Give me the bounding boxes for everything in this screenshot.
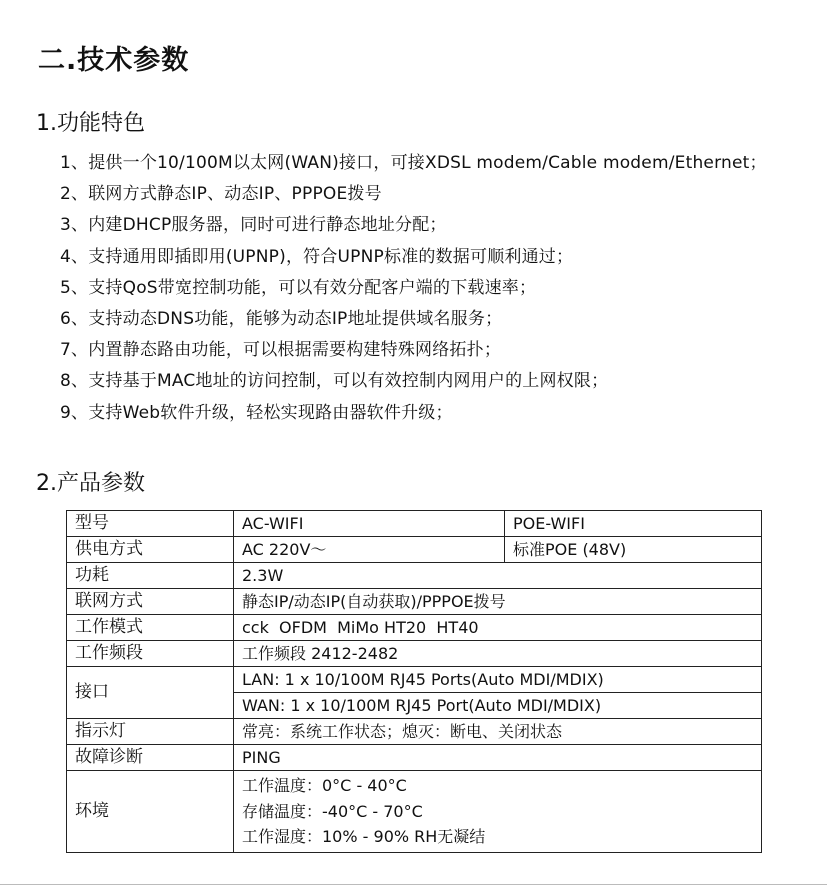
features-heading: 1.功能特色 [36, 111, 145, 136]
table-row [67, 641, 762, 667]
row-label: 工作频段 [67, 641, 234, 667]
row-label: 型号 [67, 511, 234, 537]
work-humidity: 工作湿度：10% - 90% RH无凝结 [242, 827, 486, 846]
table-row [67, 745, 762, 771]
cell-value [234, 771, 762, 853]
cell-value: 2.3W [234, 563, 762, 589]
table-row [67, 589, 762, 615]
cell-value: PING [234, 745, 762, 771]
row-label: 环境 [67, 771, 234, 853]
params-heading: 2.产品参数 [36, 471, 145, 496]
table-row [67, 563, 762, 589]
row-label: 接口 [67, 667, 234, 719]
features-list [60, 148, 767, 429]
cell-value: cck OFDM MiMo HT20 HT40 [234, 615, 762, 641]
work-temp: 工作温度：0°C - 40°C [242, 776, 407, 795]
cell-value: AC-WIFI [234, 511, 505, 537]
row-label: 供电方式 [67, 537, 234, 563]
feature-item: 6、支持动态DNS功能，能够为动态IP地址提供域名服务； [60, 308, 503, 329]
feature-item: 4、支持通用即插即用(UPNP)，符合UPNP标准的数据可顺利通过； [60, 246, 574, 267]
row-label: 功耗 [67, 563, 234, 589]
cell-value: 标准POE (48V) [505, 537, 762, 563]
cell-value: 静态IP/动态IP(自动获取)/PPPOE拨号 [234, 589, 762, 615]
storage-temp: 存储温度：-40°C - 70°C [242, 801, 423, 821]
feature-item: 1、提供一个10/100M以太网(WAN)接口，可接XDSL modem/Cable modem/Ethernet； [60, 153, 767, 173]
feature-item: 3、内建DHCP服务器，同时可进行静态地址分配； [60, 215, 447, 236]
feature-item: 8、支持基于MAC地址的访问控制，可以有效控制内网用户的上网权限； [60, 371, 609, 392]
cell-value: AC 220V～ [234, 537, 505, 563]
table-row [67, 615, 762, 641]
spec-table [66, 510, 762, 853]
table-row [67, 667, 762, 693]
cell-value: POE-WIFI [505, 511, 762, 537]
feature-item: 5、支持QoS带宽控制功能，可以有效分配客户端的下载速率； [60, 277, 537, 298]
cell-value: 工作频段 2412-2482 [234, 641, 762, 667]
table-row [67, 771, 762, 853]
feature-item: 9、支持Web软件升级，轻松实现路由器软件升级； [60, 402, 453, 423]
cell-value: LAN: 1 x 10/100M RJ45 Ports(Auto MDI/MDIX) [234, 667, 762, 693]
feature-item: 2、联网方式静态IP、动态IP、PPPOE拨号 [60, 184, 382, 205]
table-row [67, 719, 762, 745]
row-label: 故障诊断 [67, 745, 234, 771]
table-row [67, 537, 762, 563]
cell-value: 常亮：系统工作状态；熄灭：断电、关闭状态 [234, 719, 762, 745]
divider [0, 884, 827, 885]
row-label: 工作模式 [67, 615, 234, 641]
row-label: 联网方式 [67, 589, 234, 615]
row-label: 指示灯 [67, 719, 234, 745]
page-title: 二.技术参数 [38, 45, 190, 76]
feature-item: 7、内置静态路由功能，可以根据需要构建特殊网络拓扑； [60, 340, 502, 361]
cell-value: WAN: 1 x 10/100M RJ45 Port(Auto MDI/MDIX) [234, 693, 762, 719]
table-row [67, 511, 762, 537]
